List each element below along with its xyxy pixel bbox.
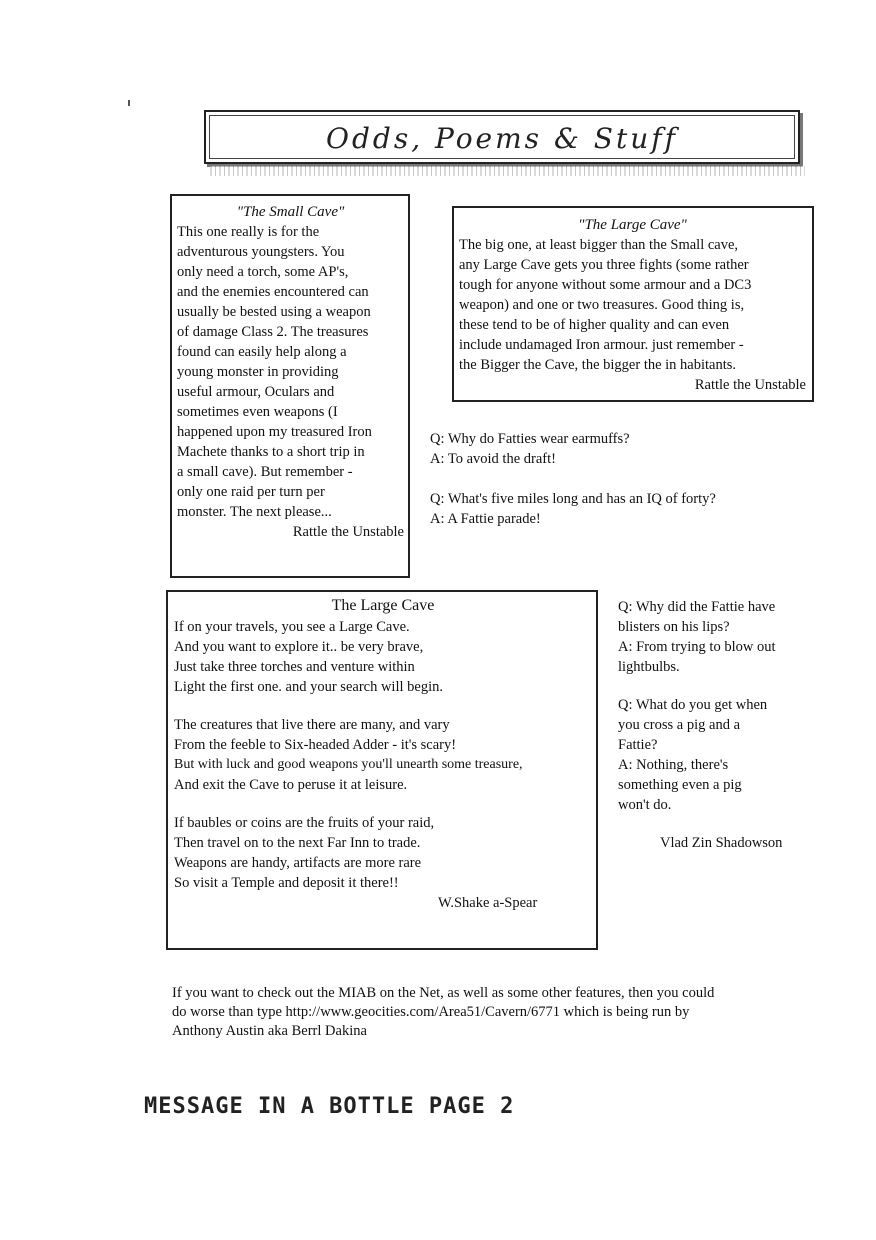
large-cave-signature: Rattle the Unstable (694, 377, 806, 393)
large-cave-line: The big one, at least bigger than the Small cave, (459, 237, 739, 253)
joke-question: blisters on his lips? (618, 619, 730, 635)
joke-answer: A: Nothing, there's (618, 757, 729, 773)
jokes-right (618, 597, 818, 853)
joke-answer: something even a pig (618, 777, 742, 793)
poem-stanza-3 (174, 813, 592, 893)
joke-question: Q: What do you get when (618, 697, 768, 713)
small-cave-line: only one raid per turn per (177, 484, 325, 500)
small-cave-signature: Rattle the Unstable (292, 524, 404, 540)
banner-title: Odds, Poems & Stuff (326, 122, 678, 155)
joke-question: Q: Why do Fatties wear earmuffs? (430, 431, 630, 447)
large-cave-box (452, 206, 814, 402)
poem-signature: W.Shake a-Spear (438, 895, 538, 911)
poem-box (166, 590, 598, 950)
small-cave-line: usually be bested using a weapon (177, 304, 371, 320)
small-cave-title: "The Small Cave" (236, 204, 345, 220)
page-footer: MESSAGE IN A BOTTLE PAGE 2 (144, 1094, 515, 1119)
large-cave-line: include undamaged Iron armour. just remember - (459, 337, 744, 353)
small-cave-line: Machete thanks to a short trip in (177, 444, 365, 460)
footer-paragraph (172, 984, 812, 1041)
jokes-signature: Vlad Zin Shadowson (660, 835, 783, 851)
small-cave-box (170, 194, 410, 578)
footer-line: Anthony Austin aka Berrl Dakina (172, 1023, 367, 1039)
poem-line: And you want to explore it.. be very brave, (174, 639, 424, 655)
large-cave-title: "The Large Cave" (578, 217, 687, 233)
large-cave-line: weapon) and one or two treasures. Good thing is, (459, 297, 745, 313)
small-cave-line: monster. The next please... (177, 504, 332, 520)
poem-stanza-2 (174, 715, 592, 795)
jokes-top (430, 429, 810, 529)
poem-line: Light the first one. and your search will begin. (174, 679, 443, 695)
large-cave-line: tough for anyone without some armour and a DC3 (459, 277, 752, 293)
large-cave-line: any Large Cave gets you three fights (some rather (459, 257, 749, 273)
scan-speck (128, 100, 130, 106)
poem-line: So visit a Temple and deposit it there!! (174, 875, 399, 891)
poem-stanza-1 (174, 617, 592, 697)
small-cave-line: of damage Class 2. The treasures (177, 324, 369, 340)
small-cave-line: a small cave). But remember - (177, 464, 353, 480)
poem-line: Weapons are handy, artifacts are more rare (174, 855, 422, 871)
small-cave-line: adventurous youngsters. You (177, 244, 345, 260)
scan-noise-strip (210, 166, 805, 176)
joke-question: Fattie? (618, 737, 658, 753)
small-cave-line: happened upon my treasured Iron (177, 424, 372, 440)
poem-line: From the feeble to Six-headed Adder - it's scary! (174, 737, 457, 753)
small-cave-line: only need a torch, some AP's, (177, 264, 349, 280)
joke-answer: A: From trying to blow out (618, 639, 776, 655)
poem-line: And exit the Cave to peruse it at leisure. (174, 777, 408, 793)
footer-line: If you want to check out the MIAB on the Net, as well as some other features, then you could (172, 985, 715, 1001)
small-cave-line: and the enemies encountered can (177, 284, 369, 300)
large-cave-line: these tend to be of higher quality and can even (459, 317, 730, 333)
poem-line: But with luck and good weapons you'll unearth some treasure, (174, 757, 523, 772)
poem-line: If on your travels, you see a Large Cave. (174, 619, 410, 635)
small-cave-line: found can easily help along a (177, 344, 347, 360)
joke-answer: won't do. (618, 797, 672, 813)
small-cave-line: useful armour, Oculars and (177, 384, 335, 400)
small-cave-line: This one really is for the (177, 224, 320, 240)
small-cave-line: sometimes even weapons (I (177, 404, 338, 420)
poem-line: Then travel on to the next Far Inn to trade. (174, 835, 421, 851)
joke-answer: lightbulbs. (618, 659, 680, 675)
joke-answer: A: To avoid the draft! (430, 451, 556, 467)
poem-title: The Large Cave (331, 597, 435, 614)
joke-question: Q: What's five miles long and has an IQ of forty? (430, 491, 716, 507)
small-cave-line: young monster in providing (177, 364, 339, 380)
small-cave-body (177, 222, 404, 522)
poem-line: Just take three torches and venture within (174, 659, 415, 675)
joke-answer: A: A Fattie parade! (430, 511, 541, 527)
joke-question: Q: Why did the Fattie have (618, 599, 776, 615)
banner (204, 110, 800, 164)
large-cave-line: the Bigger the Cave, the bigger the in habitants. (459, 357, 737, 373)
poem-line: If baubles or coins are the fruits of your raid, (174, 815, 435, 831)
poem-line: The creatures that live there are many, and vary (174, 717, 450, 733)
footer-line: do worse than type http://www.geocities.com/Area51/Cavern/6771 which is being run by (172, 1004, 690, 1020)
joke-question: you cross a pig and a (618, 717, 741, 733)
